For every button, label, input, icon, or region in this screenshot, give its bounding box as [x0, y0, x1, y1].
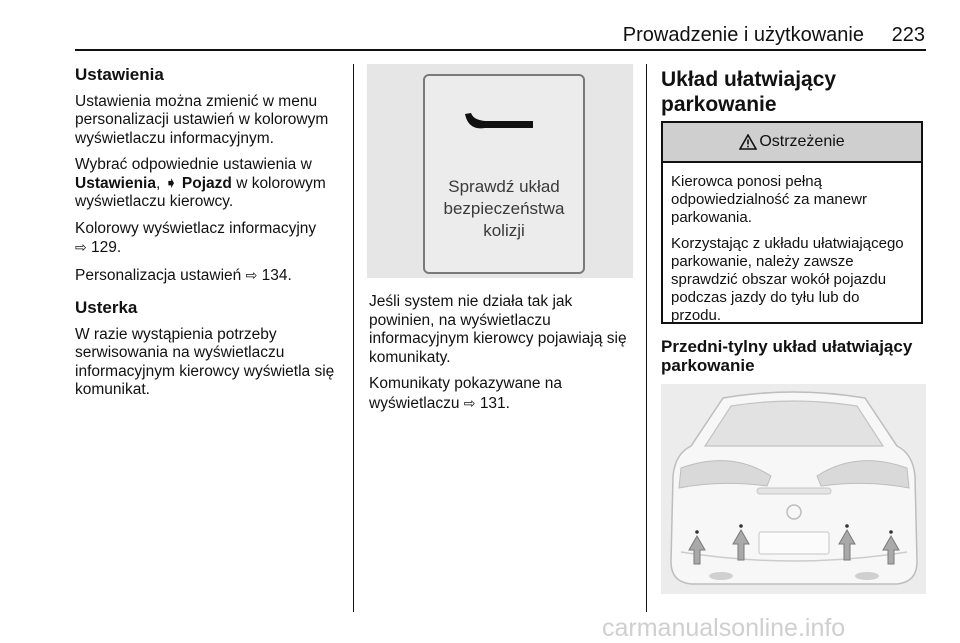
fault-heading: Usterka [75, 298, 138, 317]
warning-box [661, 121, 923, 324]
system-fault-paragraph: Jeśli system nie działa tak jak powinien, na wyświetlaczu informacyjnym kierowcy pojawiają się komunikaty. [369, 293, 627, 366]
right-title-block [661, 67, 923, 117]
page-reference-icon: ⇨ [245, 266, 258, 283]
settings-menu-label: Ustawienia [75, 174, 156, 192]
parking-assist-title: Układ ułatwiający parkowanie [661, 68, 837, 116]
fault-paragraph: W razie wystąpienia potrzeby serwisowania na wyświetlaczu informacyjnym kierowcy wyświetla się komunikat. [75, 325, 335, 398]
column-divider-left [353, 64, 354, 612]
car-rear-illustration [661, 384, 926, 594]
settings-heading: Ustawienia [75, 65, 164, 84]
personalization-reference: Personalizacja ustawień ⇨ 134. [75, 266, 292, 284]
page-reference-icon: ⇨ [75, 239, 87, 255]
header-title: Prowadzenie i użytkowanie [622, 24, 864, 46]
car-rear-figure [661, 384, 926, 594]
column-divider-right [646, 64, 647, 612]
left-column [75, 66, 343, 408]
driver-display-figure [367, 64, 633, 278]
wrench-icon [461, 110, 541, 140]
vehicle-menu-label: Pojazd [181, 174, 232, 192]
info-display-reference: Kolorowy wyświetlacz informacyjny ⇨ 129. [75, 219, 317, 256]
warning-triangle-icon [739, 134, 757, 150]
menu-arrow-icon: ➧ [164, 174, 178, 192]
messages-reference: Komunikaty pokazywane na wyświetlaczu ⇨ 131. [369, 375, 563, 412]
header-rule [75, 49, 926, 51]
page-number: 223 [891, 24, 925, 46]
settings-paragraph: Ustawienia można zmienić w menu personalizacji ustawień w kolorowym wyświetlaczu informacyjnym. [75, 92, 329, 147]
settings-path-paragraph: Wybrać odpowiednie ustawienia w Ustawienia, ➧ Pojazd w kolorowym wyświetlaczu kierowcy. [75, 156, 326, 210]
warning-paragraph-1: Kierowca ponosi pełną odpowiedzialność za manewr parkowania. [671, 173, 867, 226]
display-panel [423, 74, 585, 274]
watermark: carmanualsonline.info [602, 614, 846, 642]
warning-paragraph-2: Korzystając z układu ułatwiającego parkowanie, należy zawsze sprawdzić obszar wokół pojazdu podczas jazdy do tyłu lub do przodu. [671, 235, 904, 324]
right-subheading-block [661, 337, 923, 383]
page-reference-icon: ⇨ [463, 394, 476, 411]
front-rear-parking-heading: Przedni-tylny układ ułatwiający parkowanie [661, 337, 913, 375]
middle-column [369, 293, 637, 421]
warning-header: Ostrzeżenie [663, 123, 921, 163]
display-message: Sprawdź układ bezpieczeństwa kolizji [443, 177, 565, 240]
warning-body [663, 163, 921, 325]
